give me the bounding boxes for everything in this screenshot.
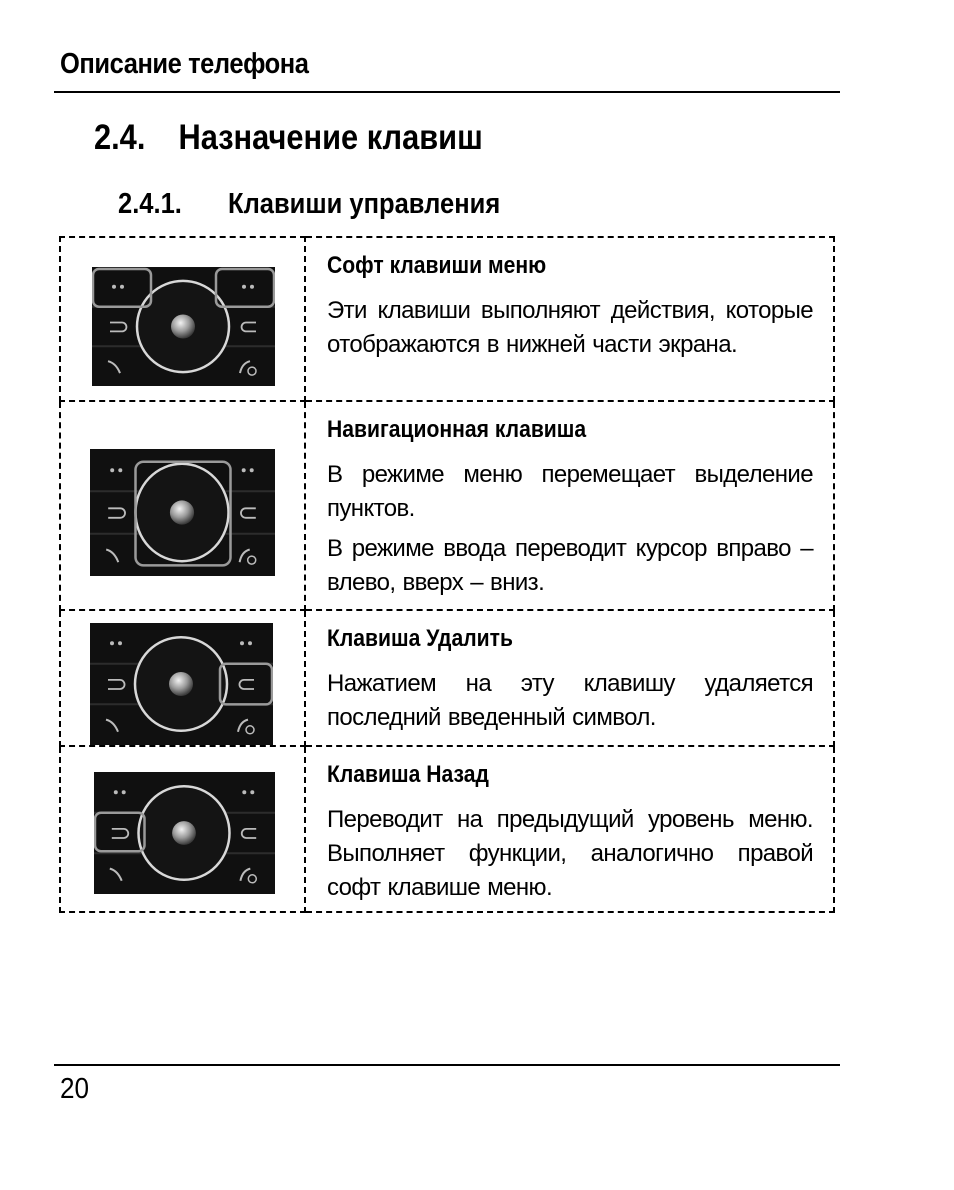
description-cell — [305, 237, 834, 401]
keypad-illustration — [90, 449, 275, 576]
section-title — [94, 118, 483, 158]
description-cell — [305, 746, 834, 912]
row-title: Клавиша Назад — [327, 761, 489, 788]
subsection-number: 2.4.1. — [118, 188, 182, 220]
row-description: Нажатием на эту клавишу удаляется последний введенный символ. — [327, 670, 813, 731]
row-description: В режиме меню перемещает выделение пунктов. — [327, 461, 813, 522]
keypad-image-navigation — [90, 449, 275, 576]
keypad-image-soft-keys — [92, 267, 275, 386]
table-row-navigation — [60, 401, 834, 610]
table-row-delete — [60, 610, 834, 746]
keypad-illustration — [90, 623, 273, 745]
keypad-image-cell — [60, 237, 305, 401]
footer-rule — [54, 1064, 840, 1066]
row-description: В режиме ввода переводит курсор вправо – влево, вверх – вниз. — [327, 535, 813, 596]
section-title-text: Назначение клавиш — [178, 118, 483, 157]
row-description: Переводит на предыдущий уровень меню. Выполняет функции, аналогично правой софт клавише меню. — [327, 806, 813, 901]
subsection-title-text: Клавиши управления — [228, 188, 501, 220]
keypad-image-cell — [60, 610, 305, 746]
description-cell — [305, 401, 834, 610]
subsection-title — [118, 188, 500, 221]
row-title: Клавиша Удалить — [327, 625, 513, 652]
row-title: Навигационная клавиша — [327, 416, 587, 443]
description-cell — [305, 610, 834, 746]
row-title: Софт клавиши меню — [327, 252, 547, 279]
header-rule — [54, 91, 840, 93]
keypad-image-cell — [60, 746, 305, 912]
page-number: 20 — [60, 1073, 90, 1105]
keypad-illustration — [92, 267, 275, 386]
keypad-image-cell — [60, 401, 305, 610]
section-number: 2.4. — [94, 118, 146, 157]
control-keys-table — [59, 236, 835, 913]
header-title: Описание телефона — [60, 48, 309, 80]
keypad-image-delete — [90, 623, 273, 745]
row-description: Эти клавиши выполняют действия, которые отображаются в нижней части экрана. — [327, 297, 813, 358]
keypad-image-back — [94, 772, 275, 894]
table-row-back — [60, 746, 834, 912]
table-row-soft-keys — [60, 237, 834, 401]
keypad-illustration — [94, 772, 275, 894]
